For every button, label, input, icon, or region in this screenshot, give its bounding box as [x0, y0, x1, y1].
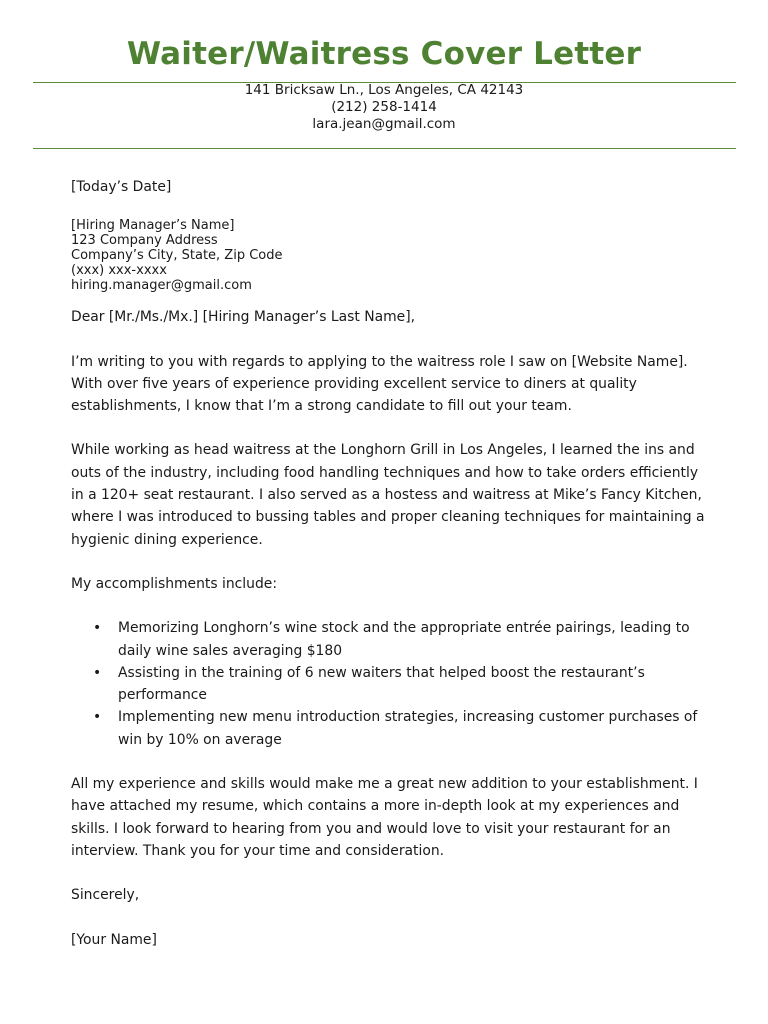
accomplishments-list [71, 617, 711, 751]
list-item [71, 617, 711, 662]
paragraph-closing: All my experience and skills would make me a great new addition to your establishment. I have attached my resume, which contains a more in-depth look at my experiences and skills. I look forward to hearing from you and would love to visit your restaurant for an interview. Thank you for your time and consideration. [71, 776, 698, 859]
bullet-icon: • [93, 709, 102, 726]
accomplishment-text: Implementing new menu introduction strategies, increasing customer purchases of win by 10% on average [118, 709, 698, 748]
signature: [Your Name] [71, 931, 157, 948]
paragraph-intro: I’m writing to you with regards to applying to the waitress role I saw on [Website Name]. With over five years of experience providing excellent service to diners at quality establishments, I know that I’m a strong candidate to fill out your team. [71, 353, 688, 415]
accomplishments-intro: My accomplishments include: [71, 575, 277, 592]
closing: Sincerely, [71, 887, 140, 904]
paragraph-experience: While working as head waitress at the Longhorn Grill in Los Angeles, I learned the ins and outs of the industry, including food handling techniques and how to take orders efficiently in a 120+ seat restaurant. I also served as a hostess and waitress at Mike’s Fancy Kitchen, where I was introduced to bussing tables and proper cleaning techniques for maintaining a hygienic dining experience. [71, 442, 705, 548]
recipient-city: Company’s City, State, Zip Code [71, 248, 283, 264]
salutation: Dear [Mr./Ms./Mx.] [Hiring Manager’s Last Name], [71, 309, 416, 326]
contact-address: 141 Bricksaw Ln., Los Angeles, CA 42143 [244, 82, 524, 98]
bullet-icon: • [93, 664, 102, 681]
letter-body [71, 176, 711, 973]
recipient-email: hiring.manager@gmail.com [71, 278, 252, 294]
recipient-phone: (xxx) xxx-xxxx [71, 263, 167, 279]
recipient-address: 123 Company Address [71, 233, 218, 249]
list-item [71, 706, 711, 751]
contact-phone: (212) 258-1414 [331, 99, 437, 115]
recipient-name: [Hiring Manager’s Name] [71, 218, 235, 234]
letter-date: [Today’s Date] [71, 179, 172, 195]
contact-block [0, 82, 768, 133]
list-item [71, 662, 711, 707]
page-title: Waiter/Waitress Cover Letter [126, 36, 642, 72]
contact-email: lara.jean@gmail.com [312, 116, 456, 132]
accomplishment-text: Assisting in the training of 6 new waiters that helped boost the restaurant’s performance [118, 664, 645, 704]
recipient-block [71, 218, 711, 293]
accomplishment-text: Memorizing Longhorn’s wine stock and the appropriate entrée pairings, leading to daily wine sales averaging $180 [118, 620, 690, 659]
bullet-icon: • [93, 620, 102, 637]
header-divider-bottom [33, 148, 736, 149]
